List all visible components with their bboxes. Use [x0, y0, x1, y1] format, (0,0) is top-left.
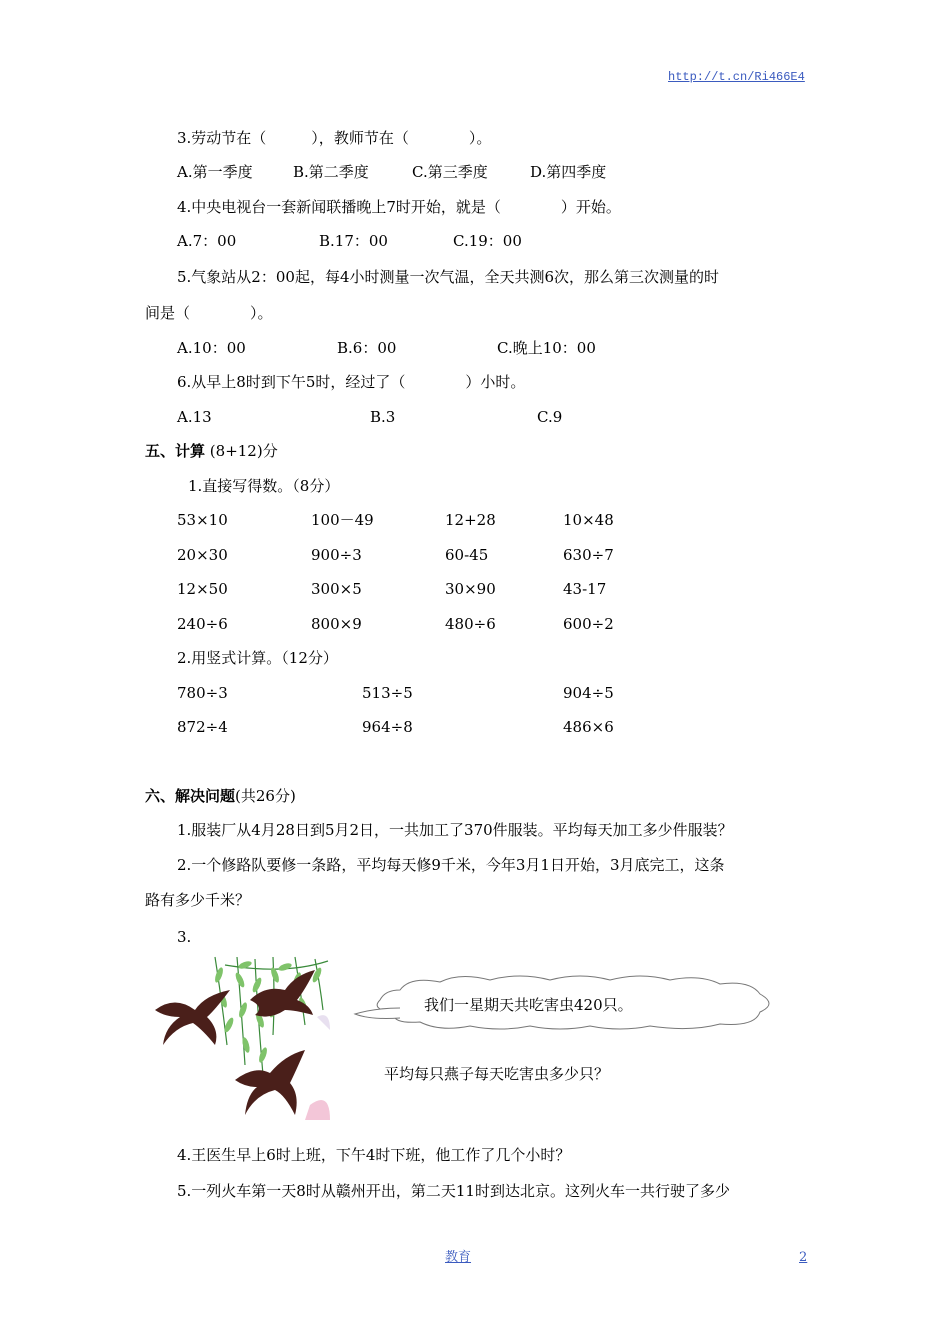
q3-option-d: D.第四季度: [530, 163, 607, 181]
problem-3-question: 平均每只燕子每天吃害虫多少只？: [384, 1065, 610, 1083]
section-5-title: 五、计算: [145, 442, 206, 460]
section-6-title: 六、解决问题: [145, 787, 236, 805]
calc1-cell: 900÷3: [311, 546, 362, 564]
problem-3-label: 3.: [177, 928, 192, 946]
header-link[interactable]: http://t.cn/Ri466E4: [668, 70, 805, 84]
calc2-cell: 780÷3: [177, 684, 228, 702]
q4-option-a: A.7：00: [177, 232, 237, 250]
question-3: 3.劳动节在（ ），教师节在（ ）。: [177, 129, 492, 147]
q6-option-c: C.9: [537, 408, 563, 426]
calc1-cell: 240÷6: [177, 615, 228, 633]
footer-link[interactable]: 教育: [445, 1250, 472, 1265]
calc1-cell: 30×90: [445, 580, 496, 598]
swallow-willow-illustration: [145, 955, 330, 1120]
calc1-cell: 630÷7: [563, 546, 614, 564]
calc1-cell: 60-45: [445, 546, 489, 564]
q6-option-a: A.13: [177, 408, 212, 426]
section-5-score: (8+12)分: [209, 442, 278, 460]
calc1-cell: 10×48: [563, 511, 614, 529]
section-6-score: (共26分): [235, 787, 296, 805]
calc2-title: 2.用竖式计算。（12分）: [177, 649, 338, 667]
calc1-cell: 20×30: [177, 546, 228, 564]
page-number: 2: [799, 1250, 808, 1265]
q4-option-b: B.17：00: [319, 232, 388, 250]
question-5-line2: 间是（ ）。: [145, 304, 273, 322]
question-4: 4.中央电视台一套新闻联播晚上7时开始，就是（ ）开始。: [177, 198, 621, 216]
problem-5: 5.一列火车第一天8时从赣州开出，第二天11时到达北京。这列火车一共行驶了多少: [177, 1182, 730, 1200]
question-6: 6.从早上8时到下午5时，经过了（ ）小时。: [177, 373, 526, 391]
calc1-cell: 800×9: [311, 615, 362, 633]
q4-option-c: C.19：00: [453, 232, 522, 250]
calc1-cell: 53×10: [177, 511, 228, 529]
q3-option-a: A.第一季度: [177, 163, 253, 181]
problem-2-line2: 路有多少千米？: [145, 891, 251, 909]
calc2-cell: 486×6: [563, 718, 614, 736]
calc2-cell: 904÷5: [563, 684, 614, 702]
calc1-cell: 43-17: [563, 580, 607, 598]
problem-1: 1.服装厂从4月28日到5月2日，一共加工了370件服装。平均每天加工多少件服装？: [177, 821, 733, 839]
speech-cloud-text: 我们一星期天共吃害虫420只。: [424, 996, 633, 1014]
calc1-cell: 12×50: [177, 580, 228, 598]
q5-option-c: C.晚上10：00: [497, 339, 596, 357]
calc1-cell: 12+28: [445, 511, 496, 529]
q5-option-b: B.6：00: [337, 339, 397, 357]
q6-option-b: B.3: [370, 408, 396, 426]
problem-2-line1: 2.一个修路队要修一条路，平均每天修9千米，今年3月1日开始，3月底完工，这条: [177, 856, 725, 874]
calc1-cell: 300×5: [311, 580, 362, 598]
calc1-title: 1.直接写得数。（8分）: [188, 477, 340, 495]
section-6-heading: [145, 786, 296, 806]
calc1-cell: 100－49: [311, 511, 374, 529]
problem-4: 4.王医生早上6时上班，下午4时下班，他工作了几个小时？: [177, 1146, 571, 1164]
calc2-cell: 872÷4: [177, 718, 228, 736]
calc2-cell: 964÷8: [362, 718, 413, 736]
calc1-cell: 480÷6: [445, 615, 496, 633]
section-5-heading: [145, 441, 278, 461]
q3-option-c: C.第三季度: [412, 163, 488, 181]
calc2-cell: 513÷5: [362, 684, 413, 702]
q3-option-b: B.第二季度: [293, 163, 369, 181]
calc1-cell: 600÷2: [563, 615, 614, 633]
question-5-line1: 5.气象站从2：00起，每4小时测量一次气温，全天共测6次，那么第三次测量的时: [177, 268, 720, 286]
q5-option-a: A.10：00: [177, 339, 246, 357]
